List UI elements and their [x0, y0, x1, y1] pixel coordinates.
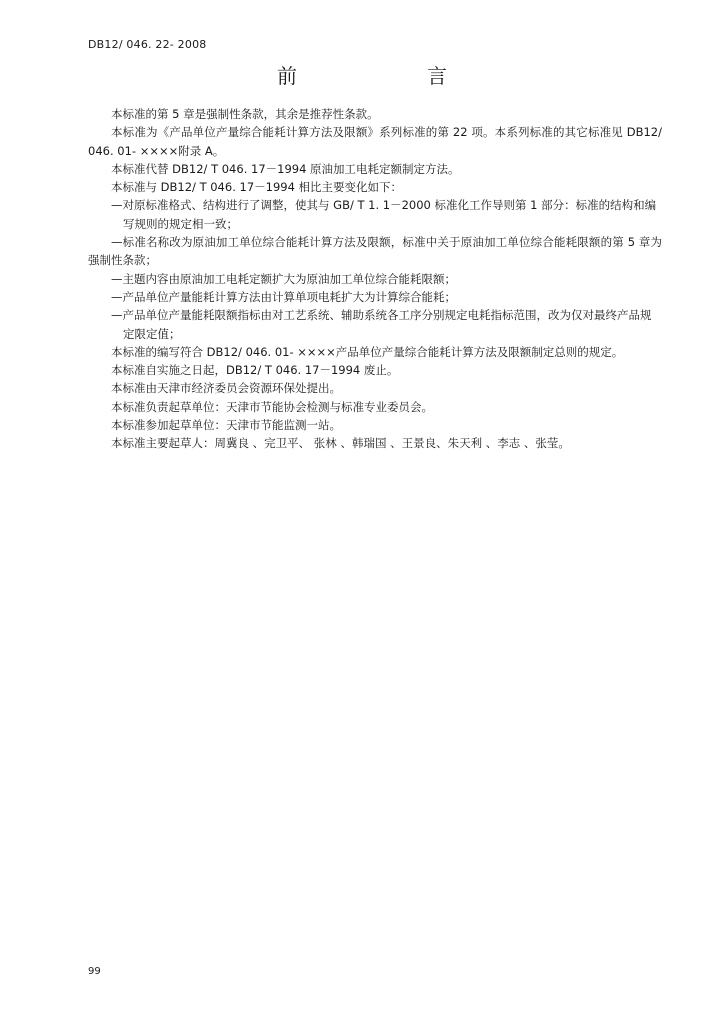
page-number: 99 — [88, 966, 101, 977]
standard-code: DB12/ 046. 22- 2008 — [88, 38, 207, 51]
paragraph: 本标准主要起草人：周冀良 、完卫平、 张林 、韩瑞国 、王景良、朱天利 、李志 、张莹。 — [111, 436, 570, 451]
paragraph: 本标准与 DB12/ T 046. 17－1994 相比主要变化如下： — [111, 180, 403, 195]
paragraph: 本标准由天津市经济委员会资源环保处提出。 — [111, 381, 341, 396]
paragraph: 本标准自实施之日起，DB12/ T 046. 17－1994 废止。 — [111, 363, 399, 378]
change-item: —标准名称改为原油加工单位综合能耗计算方法及限额，标准中关于原油加工单位综合能耗限额的第 5 章为强制性条款； — [88, 235, 662, 268]
page-title: 前 言 — [277, 64, 477, 88]
paragraph: 本标准负责起草单位：天津市节能协会检测与标准专业委员会。 — [111, 399, 433, 414]
paragraph: 本标准代替 DB12/ T 046. 17－1994 原油加工电耗定额制定方法。 — [111, 161, 460, 176]
paragraph: 本标准的编写符合 DB12/ 046. 01- ××××产品单位产量综合能耗计算方法及限额制定总则的规定。 — [111, 344, 624, 359]
change-item: —产品单位产量能耗限额指标由对工艺系统、辅助系统各工序分别规定电耗指标范围，改为仅对最终产品规定限定值； — [111, 308, 652, 341]
change-item: —主题内容由原油加工电耗定额扩大为原油加工单位综合能耗限额； — [111, 271, 456, 286]
paragraph: 本标准参加起草单位：天津市节能监测一站。 — [111, 418, 341, 433]
paragraph: 本标准为《产品单位产量综合能耗计算方法及限额》系列标准的第 22 项。本系列标准的其它标准见 DB12/ 046. 01- ××××附录 A。 — [88, 125, 662, 158]
change-item: —对原标准格式、结构进行了调整，使其与 GB/ T 1. 1－2000 标准化工作导则第 1 部分：标准的结构和编写规则的规定相一致； — [111, 198, 657, 231]
paragraph: 本标准的第 5 章是强制性条款，其余是推荐性条款。 — [111, 107, 379, 121]
change-item: —产品单位产量能耗计算方法由计算单项电耗扩大为计算综合能耗； — [111, 289, 456, 304]
document-body — [88, 105, 662, 453]
